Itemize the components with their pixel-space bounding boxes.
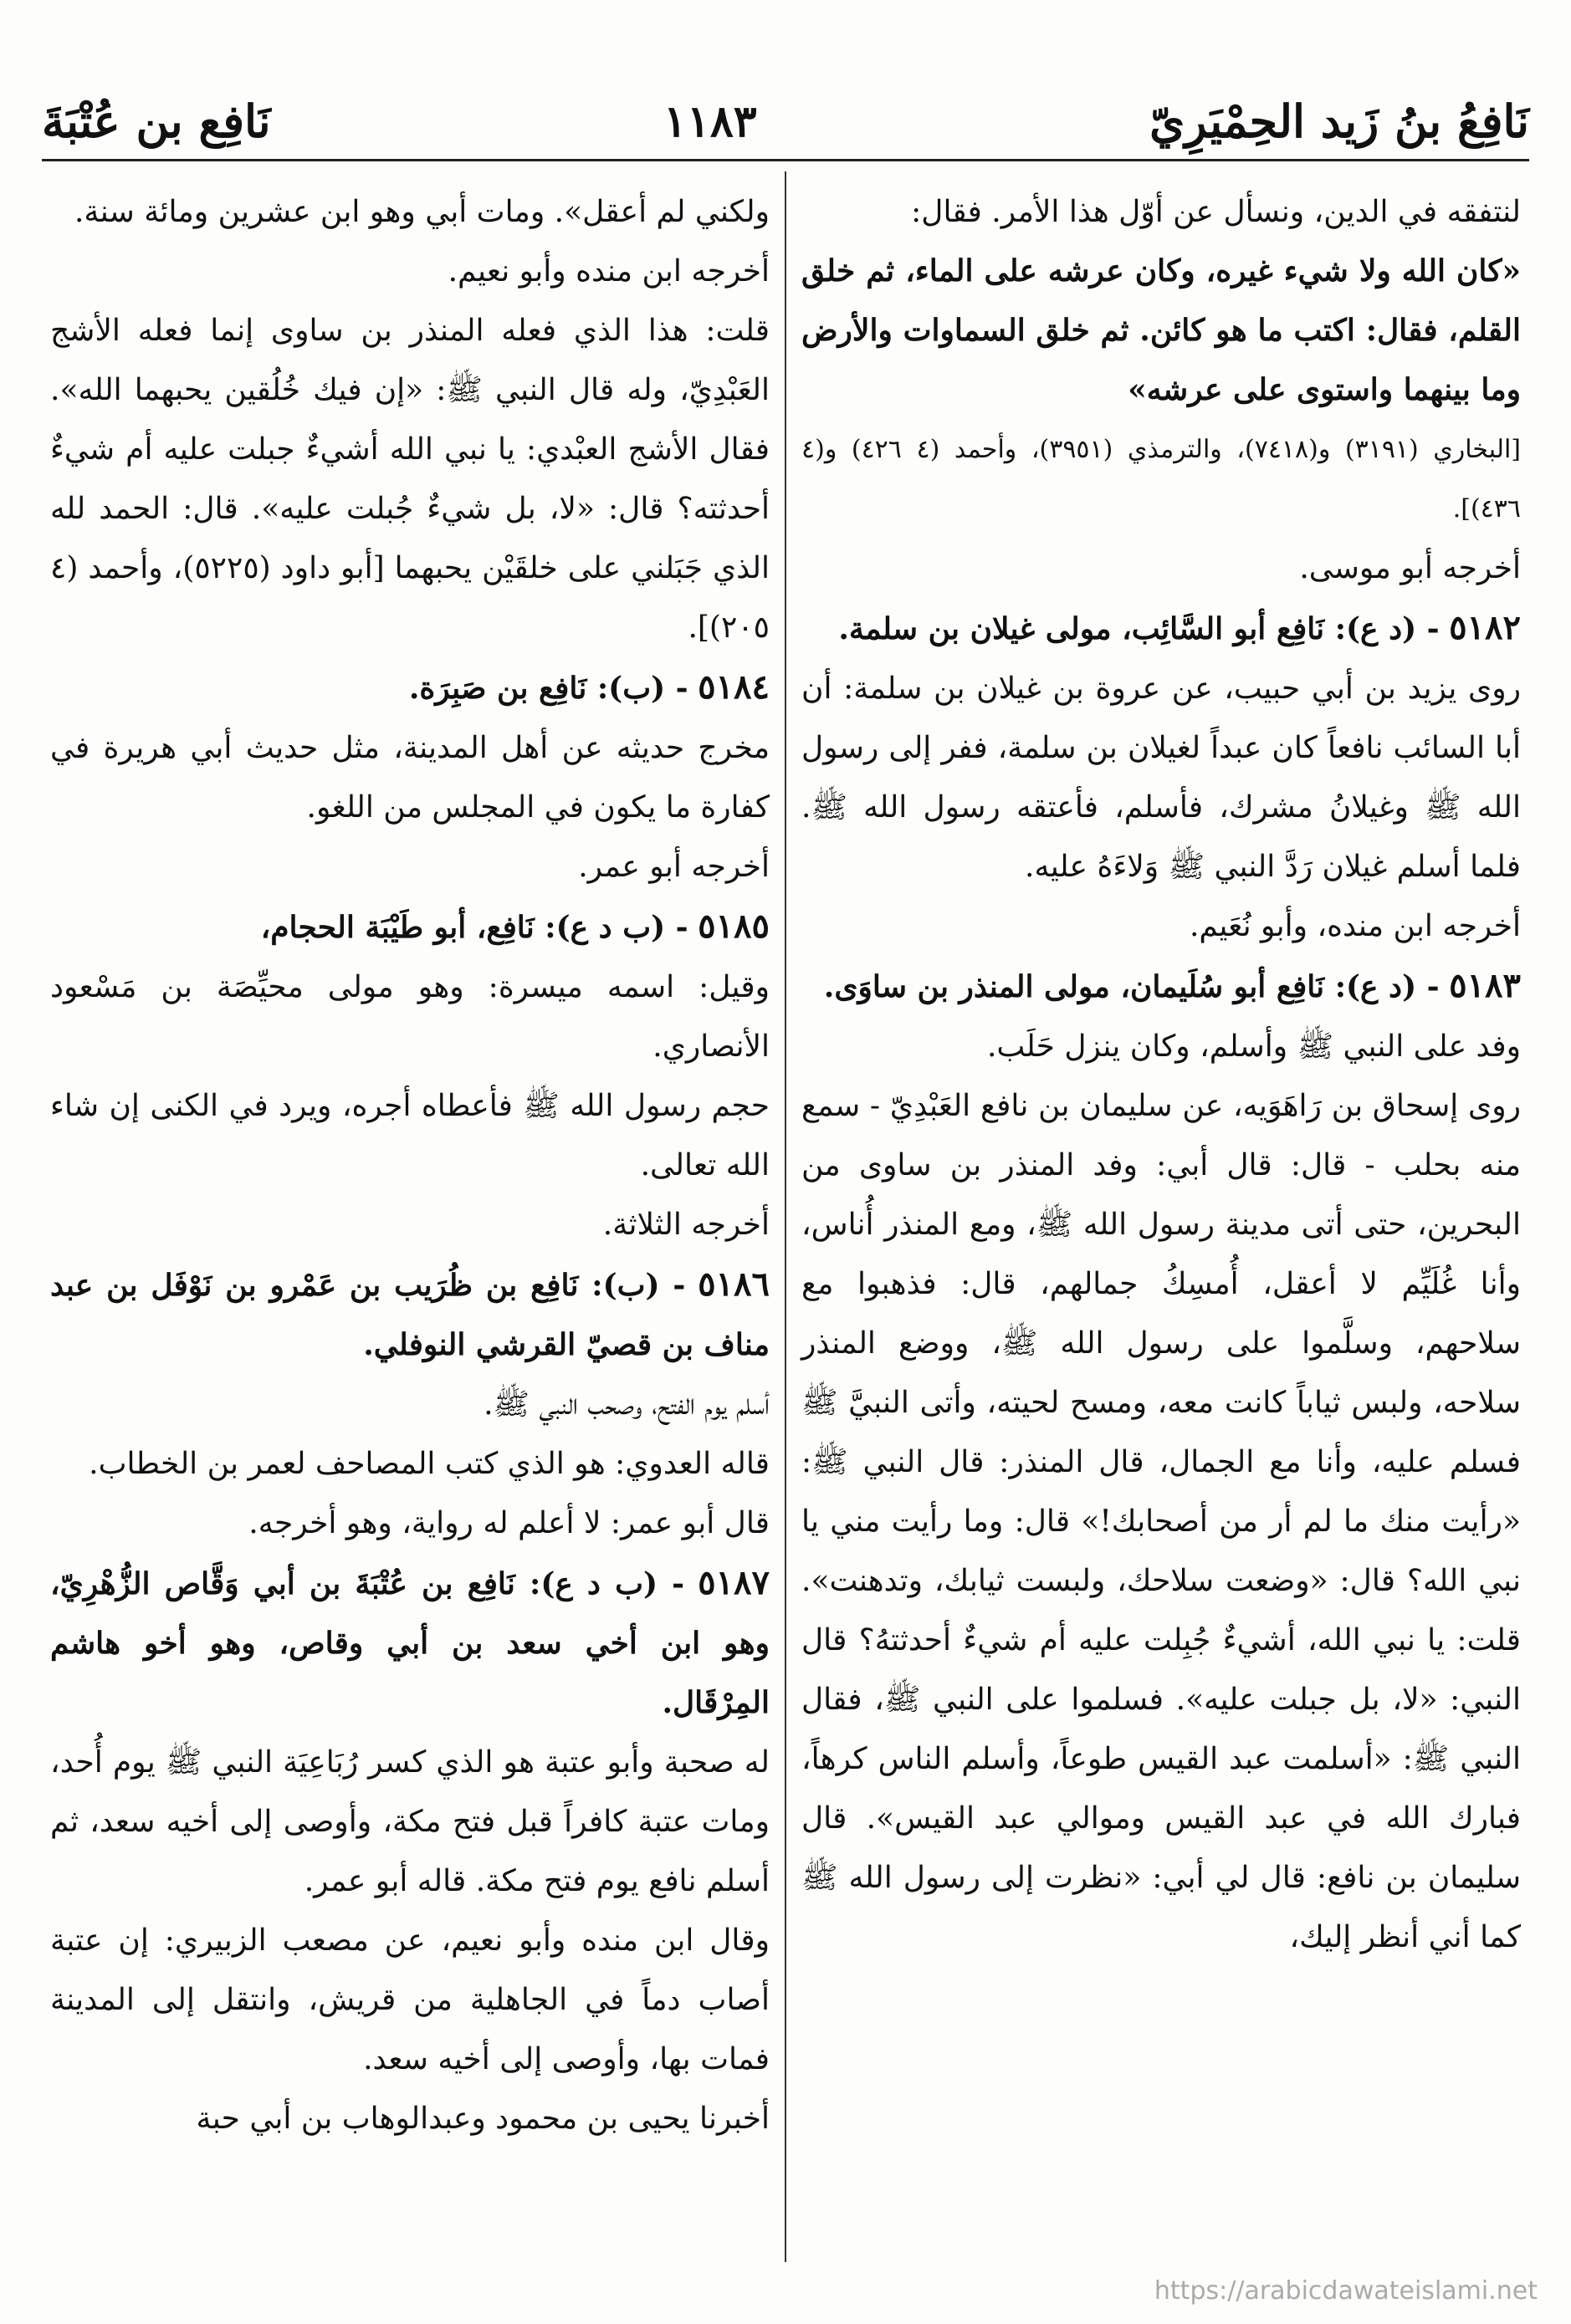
right-column: [801, 182, 1521, 1967]
entry-heading: [50, 896, 770, 958]
paragraph: وقيل: اسمه ميسرة: وهو مولى محيِّصَة بن مَسْعود الأنصاري.: [50, 970, 770, 1064]
watermark: https://arabicdawateislami.net: [1154, 2276, 1538, 2306]
entry-heading: [801, 956, 1521, 1017]
paragraph: مخرج حديثه عن أهل المدينة، مثل حديث أبي هريرة في كفارة ما يكون في المجلس من اللغو.: [50, 731, 770, 825]
running-head-left: نَافِع بن عُتْبَةَ: [42, 94, 271, 148]
entry-number: ٥١٨٣: [1449, 966, 1521, 1005]
entry-number: ٥١٨٢: [1449, 608, 1521, 647]
paragraph: قلت: هذا الذي فعله المنذر بن ساوى إنما فعله الأشج العَبْدِيّ، وله قال النبي ﷺ: «إن فيك خُلُقين يحبهما الله». فقال الأشج العبْدي: يا نبي الله أشيءٌ جبلت عليه أم شيءٌ أحدثته؟ قال: «لا، بل شيءٌ جُبلت عليه». قال: الحمد لله الذي جَبَلني على خلقَيْن يحبهما [أبو داود (٥٢٢٥)، وأحمد (٤ ٢٠٥)].: [50, 314, 770, 645]
entry-heading: [50, 1254, 770, 1375]
column-divider: [785, 171, 786, 2262]
paragraph: ولكني لم أعقل». ومات أبي وهو ابن عشرين ومائة سنة.: [74, 195, 770, 229]
hadith-quote: «كان الله ولا شيء غيره، وكان عرشه على الماء، ثم خلق القلم، فقال: اكتب ما هو كائن. ثم خلق السماوات والأرض وما بينهما واستوى على عرشه»: [801, 253, 1521, 407]
paragraph: روى يزيد بن أبي حبيب، عن عروة بن غيلان بن سلمة: أن أبا السائب نافعاً كان عبداً لغيلان بن سلمة، ففر إلى رسول الله ﷺ وغيلانُ مشرك، فأسلم، فأعتقه رسول الله ﷺ. فلما أسلم غيلان رَدَّ النبي ﷺ وَلاءَهُ عليه.: [801, 672, 1521, 884]
paragraph: أسلم يوم الفتح، وصحب النبي ﷺ.: [484, 1387, 770, 1422]
paragraph: وفد على النبي ﷺ وأسلم، وكان ينزل حَلَب.: [986, 1029, 1521, 1064]
paragraph: أخرجه الثلاثة.: [602, 1208, 770, 1242]
left-column: [50, 182, 770, 2148]
paragraph: له صحبة وأبو عتبة هو الذي كسر رُبَاعِيَة النبي ﷺ يوم أُحد، ومات عتبة كافراً قبل فتح مكة، وأوصى إلى أخيه سعد، ثم أسلم نافع يوم فتح مكة. قاله أبو عمر.: [50, 1745, 770, 1898]
reference: [البخاري (٣١٩١) و(٧٤١٨)، والترمذي (٣٩٥١)، وأحمد (٤ ٤٢٦) و(٤ ٤٣٦)].: [801, 435, 1521, 524]
entry-heading: [801, 598, 1521, 659]
entry-title: - (د ع): نَافِع أبو السَّائِب، مولى غيلان بن سلمة.: [838, 611, 1440, 646]
entry-title: - (ب): نَافِع بن ظُرَيب بن عَمْرو بن نَوْفَل بن عبد مناف بن قصيّ القرشي النوفلي.: [50, 1268, 770, 1362]
entry-title: - (ب): نَافِع بن صَبِرَة.: [408, 671, 688, 706]
entry-heading: [50, 657, 770, 718]
paragraph: حجم رسول الله ﷺ فأعطاه أجره، ويرد في الكنى إن شاء الله تعالى.: [50, 1089, 770, 1182]
page-header: [42, 84, 1529, 161]
paragraph: لنتفقه في الدين، ونسأل عن أوّل هذا الأمر. فقال:: [911, 195, 1521, 229]
paragraph: قاله العدوي: هو الذي كتب المصاحف لعمر بن الخطاب.: [89, 1447, 770, 1481]
paragraph: أخرجه أبو موسى.: [1299, 551, 1521, 585]
paragraph: قال أبو عمر: لا أعلم له رواية، وهو أخرجه.: [248, 1506, 770, 1540]
paragraph: روى إسحاق بن رَاهَوَيه، عن سليمان بن نافع العَبْدِيّ - سمع منه بحلب - قال: قال أبي: وفد المنذر بن ساوى من البحرين، حتى أتى مدينة رسول الله ﷺ، ومع المنذر أُناس، وأنا غُلَيِّم لا أعقل، أُمسِكُ جمالهم، قال: فذهبوا مع سلاحهم، وسلَّموا على رسول الله ﷺ، ووضع المنذر سلاحه، ولبس ثياباً كانت معه، ومسح لحيته، وأتى النبيَّ ﷺ فسلم عليه، وأنا مع الجمال، قال المنذر: قال النبي ﷺ: «رأيت منك ما لم أر من أصحابك!» قال: وما رأيت مني يا نبي الله؟ قال: «وضعت سلاحك، ولبست ثيابك، وتدهنت». قلت: يا نبي الله، أشيءٌ جُبِلت عليه أم شيءٌ أحدثتهُ؟ قال النبي: «لا، بل جبلت عليه». فسلموا على النبي ﷺ، فقال النبي ﷺ: «أسلمت عبد القيس طوعاً، وأسلم الناس كرهاً، فبارك الله في عبد القيس وموالي عبد القيس». قال سليمان بن نافع: قال لي أبي: «نظرت إلى رسول الله ﷺ كما أني أنظر إليك،: [801, 1089, 1521, 1954]
paragraph: أخرجه ابن منده وأبو نعيم.: [448, 254, 770, 289]
entry-heading: [50, 1553, 770, 1733]
page-number: ١١٨٣: [663, 95, 757, 147]
entry-number: ٥١٨٥: [698, 907, 770, 946]
paragraph: أخبرنا يحيى بن محمود وعبدالوهاب بن أبي حبة: [196, 2102, 770, 2136]
entry-number: ٥١٨٧: [698, 1563, 770, 1602]
entry-title: - (ب د ع): نَافِع، أبو طَيْبَة الحجام،: [260, 910, 688, 945]
paragraph: وقال ابن منده وأبو نعيم، عن مصعب الزبيري: إن عتبة أصاب دماً في الجاهلية من قريش، وانتقل إلى المدينة فمات بها، وأوصى إلى أخيه سعد.: [50, 1923, 770, 2076]
paragraph: أخرجه ابن منده، وأبو نُعَيم.: [1189, 909, 1521, 943]
paragraph: أخرجه أبو عمر.: [578, 850, 770, 884]
running-head-right: نَافِعُ بنُ زَيد الحِمْيَرِيّ: [1149, 94, 1529, 148]
entry-title: - (ب د ع): نَافِع بن عُتْبَةَ بن أبي وَقَّاص الزُّهْرِيّ، وهو ابن أخي سعد بن أبي وقاص، وهو أخو هاشم المِرْقَال.: [50, 1566, 770, 1720]
entry-number: ٥١٨٤: [698, 667, 770, 707]
entry-title: - (د ع): نَافِع أبو سُلَيمان، مولى المنذر بن ساوَى.: [823, 969, 1440, 1004]
entry-number: ٥١٨٦: [698, 1264, 770, 1304]
